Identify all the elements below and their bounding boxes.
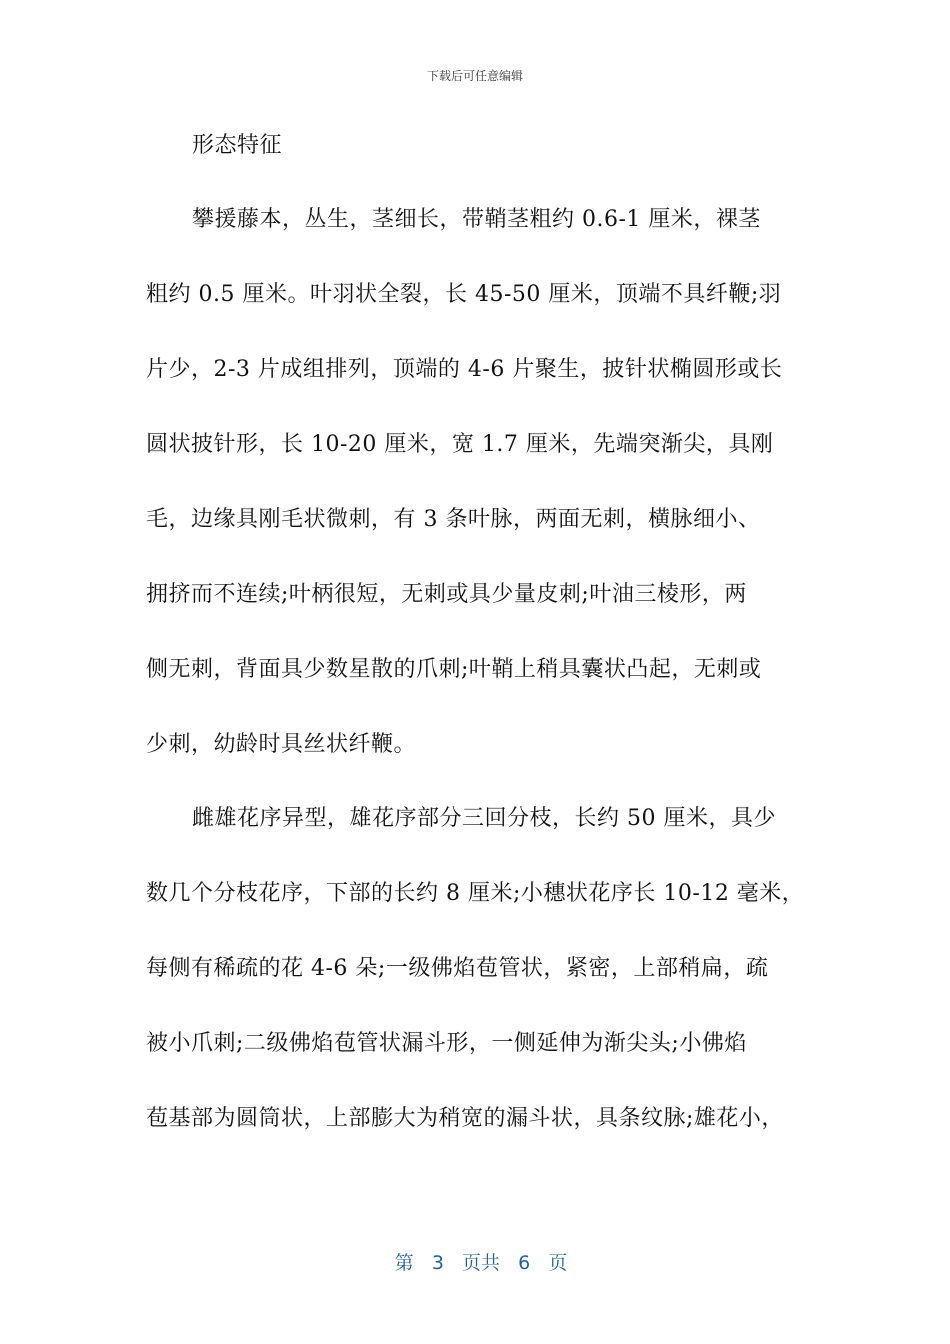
paragraph-2-line-3: 每侧有稀疏的花 4-6 朵;一级佛焰苞管状，紧密，上部稍扁，疏 bbox=[146, 956, 769, 981]
paragraph-1-line-3: 片少，2-3 片成组排列，顶端的 4-6 片聚生，披针状椭圆形或长 bbox=[146, 357, 783, 382]
paragraph-1-line-7: 侧无刺，背面具少数星散的爪刺;叶鞘上稍具囊状凸起，无刺或 bbox=[146, 657, 762, 682]
footer-prefix: 第 bbox=[394, 1252, 414, 1274]
header-note: 下载后可任意编辑 bbox=[426, 69, 523, 83]
page-footer bbox=[0, 1226, 950, 1275]
paragraph-1-line-5: 毛，边缘具刚毛状微刺，有 3 条叶脉，两面无刺，横脉细小、 bbox=[146, 507, 761, 532]
paragraph-2-line-5: 苞基部为圆筒状，上部膨大为稍宽的漏斗状，具条纹脉;雄花小， bbox=[146, 1106, 784, 1131]
paragraph-1-line-6: 拥挤而不连续;叶柄很短，无刺或具少量皮刺;叶油三棱形，两 bbox=[146, 582, 747, 607]
paragraph-2-line-4: 被小爪刺;二级佛焰苞管状漏斗形，一侧延伸为渐尖头;小佛焰 bbox=[146, 1031, 747, 1056]
footer-total-pages: 6 bbox=[518, 1252, 531, 1274]
paragraph-1-line-2: 粗约 0.5 厘米。叶羽状全裂，长 45-50 厘米，顶端不具纤鞭;羽 bbox=[146, 282, 782, 307]
paragraph-1-line-1: 攀援藤本，丛生，茎细长，带鞘茎粗约 0.6-1 厘米，裸茎 bbox=[192, 207, 761, 232]
footer-current-page: 3 bbox=[431, 1252, 444, 1274]
paragraph-2-line-1: 雌雄花序异型，雄花序部分三回分枝，长约 50 厘米，具少 bbox=[192, 806, 776, 831]
section-title: 形态特征 bbox=[192, 133, 283, 158]
paragraph-1-line-8: 少刺，幼龄时具丝状纤鞭。 bbox=[146, 732, 417, 757]
footer-suffix: 页 bbox=[548, 1252, 568, 1274]
paragraph-2-line-2: 数几个分枝花序，下部的长约 8 厘米;小穗状花序长 10-12 毫米， bbox=[146, 881, 805, 906]
paragraph-1-line-4: 圆状披针形，长 10-20 厘米，宽 1.7 厘米，先端突渐尖，具刚 bbox=[146, 432, 774, 457]
footer-middle: 页共 bbox=[462, 1252, 501, 1274]
